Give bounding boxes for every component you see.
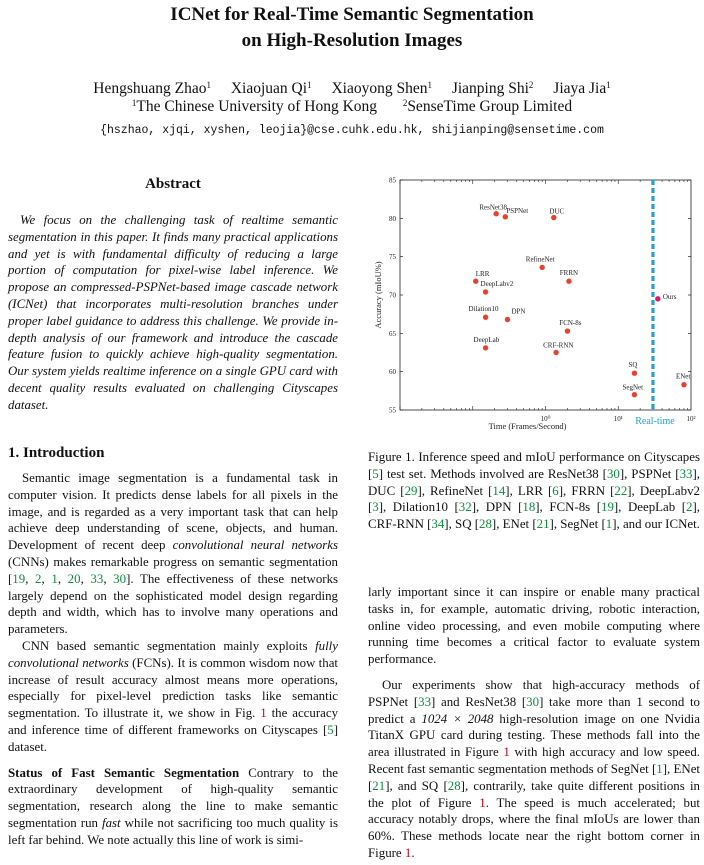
abstract-heading: Abstract — [145, 176, 201, 192]
data-point — [566, 279, 571, 284]
citation-link[interactable]: 14 — [492, 483, 506, 498]
x-tick-label: 10⁰ — [540, 415, 551, 423]
figure-link[interactable]: 1 — [260, 706, 267, 721]
citation-link[interactable]: 3 — [372, 500, 379, 515]
affiliation: $^1$The Chinese University of Hong Kong — [131, 98, 378, 115]
status-heading: Status of Fast Semantic Segmentation — [8, 765, 240, 780]
data-point — [505, 317, 510, 322]
y-tick-label: 65 — [389, 329, 396, 338]
citation-link[interactable]: 28 — [447, 778, 461, 793]
data-point-label: DPN — [511, 307, 526, 316]
author: Hengshuang Zhao$^1$ — [93, 80, 211, 97]
status-paragraph: Status of Fast Semantic Segmentation Contrary to the extraordinary development of high-quality semantic segmentation, research along the line to make semantic segmentation run fast while not sacrificing too much quality is left far behind. We note actually this line of work is simi- — [8, 765, 338, 847]
data-point-label: DUC — [549, 207, 565, 216]
citation-link[interactable]: 21 — [372, 778, 386, 793]
data-point — [655, 296, 660, 301]
right-column-body — [368, 584, 700, 862]
data-point-label: SQ — [628, 361, 638, 370]
citation-link[interactable]: 20 — [67, 571, 81, 586]
intro-paragraph-2: CNN based semantic segmentation mainly exploits fully convolutional networks (FCNs). It is common wisdom now that increase of result accuracy almost means more operations, especially for pixel-level prediction tasks like semantic segmentation. To illustrate it, we show in Fig. 1 the accuracy and inference time of different frameworks on Cityscapes [5] dataset. — [8, 638, 339, 754]
title-line-2: on High-Resolution Images — [241, 30, 463, 51]
citation-link[interactable]: 1 — [656, 761, 663, 776]
citation-link[interactable]: 22 — [614, 483, 628, 498]
data-point-label: PSPNet — [506, 206, 529, 215]
author: Xiaojuan Qi$^1$ — [230, 80, 312, 97]
author: Xiaoyong Shen$^1$ — [331, 80, 432, 97]
citation-link[interactable]: 34 — [431, 517, 445, 532]
citation-link[interactable]: 21 — [536, 517, 550, 532]
data-point — [483, 315, 488, 320]
data-point — [632, 392, 637, 397]
citation-link[interactable]: 5 — [327, 722, 334, 737]
citation-link[interactable]: 33 — [679, 466, 693, 481]
intro-heading: 1. Introduction — [8, 445, 105, 461]
author-emails: {hszhao, xjqi, xyshen, leojia}@cse.cuhk.edu.hk, shijianping@sensetime.com — [100, 124, 604, 137]
citation-link[interactable]: 1 — [51, 571, 58, 586]
citation-link[interactable]: 30 — [526, 694, 540, 709]
right-paragraph-1: larly important since it can inspire or enable many practical tasks in, for example, automatic driving, robotic interaction, online video processing, and even mobile computing where running time becomes a critical factor to evaluate system performance. — [368, 585, 700, 667]
data-point-label: RefineNet — [525, 255, 555, 264]
citation-link[interactable]: 32 — [458, 500, 472, 515]
data-point-label: Dilation10 — [468, 305, 499, 314]
citation-link[interactable]: 19 — [601, 500, 614, 515]
citation-link[interactable]: 28 — [479, 517, 492, 532]
figure-caption: Figure 1. Inference speed and mIoU performance on Cityscapes [5] test set. Methods involved are ResNet38 [30], PSPNet [33], DUC [29], RefineNet [14], LRR [6], FRRN [22], DeepLabv2 [3], Dilation10 [32], DPN [18], FCN-8s [19], DeepLab [2], CRF-RNN [34], SQ [28], ENet [21], SegNet [1], and our ICNet. — [368, 450, 700, 532]
figure-link[interactable]: 1 — [404, 845, 412, 860]
realtime-label: Real-time — [635, 416, 675, 427]
data-point — [551, 215, 556, 220]
author-list — [0, 80, 704, 98]
citation-link[interactable]: 33 — [90, 571, 104, 586]
y-tick-label: 70 — [389, 291, 396, 300]
x-tick-label: 10² — [686, 415, 696, 423]
data-point — [483, 345, 488, 350]
citation-link[interactable]: 30 — [606, 466, 620, 481]
figure-link[interactable]: 1 — [479, 795, 486, 810]
data-point-label: ResNet38 — [479, 203, 507, 212]
data-point-label: ENet — [675, 372, 691, 381]
y-tick-label: 55 — [389, 406, 396, 415]
citation-link[interactable]: 5 — [372, 466, 379, 481]
citation-link[interactable]: 18 — [522, 500, 536, 515]
citation-link[interactable]: 2 — [35, 571, 42, 586]
affiliations — [0, 98, 704, 116]
abstract-text: We focus on the challenging task of realtime semantic segmentation in this paper. It finds many practical applications and yet is with fundamental difficulty of reducing a large portion of computation for pixel-wise label inference. We propose an compressed-PSPNet-based image cascade network (ICNet) that incorporates multi-resolution branches under proper label guidance to address this challenge. We provide in-depth analysis of our framework and introduce the cascade feature fusion to quickly achieve high-quality segmentation. Our system yields realtime inference on a single GPU card with decent quality results evaluated on challenging Cityscapes dataset. — [8, 213, 338, 412]
citation-link[interactable]: 2 — [686, 500, 693, 515]
data-point-label: FRRN — [559, 269, 579, 278]
right-paragraph-2: Our experiments show that high-accuracy methods of PSPNet [33] and ResNet38 [30] take more than 1 second to predict a 1024 × 2048 high-resolution image on one Nvidia TitanX GPU card during testing. These methods fall into the area illustrated in Figure 1 with high accuracy and low speed. Recent fast semantic segmentation methods of SegNet [1], ENet [21], and SQ [28], contrarily, take quite different positions in the plot of Figure 1. The speed is much accelerated; but accuracy notably drops, where the final mIoUs are lower than 60%. These methods locate near the right bottom corner in Figure 1. — [368, 677, 700, 860]
intro-body — [8, 470, 338, 849]
author: Jianping Shi$^2$ — [451, 80, 534, 97]
resolution-math: 1024 × 2048 — [421, 711, 494, 726]
figure-link[interactable]: 1 — [503, 745, 510, 760]
data-point — [553, 350, 558, 355]
data-point-label: FCN-8s — [559, 319, 582, 328]
y-tick-label: 85 — [389, 176, 396, 185]
citation-link[interactable]: 30 — [113, 571, 127, 586]
title-line-1: ICNet for Real-Time Semantic Segmentation — [170, 4, 534, 25]
y-tick-label: 75 — [389, 253, 396, 262]
x-tick-label: 10¹ — [613, 415, 623, 423]
citation-link[interactable]: 6 — [552, 483, 559, 498]
data-point — [565, 328, 570, 333]
data-point-label: Ours — [662, 292, 677, 301]
speed-accuracy-chart — [368, 172, 704, 442]
data-point — [503, 214, 508, 219]
citation-link[interactable]: 29 — [404, 483, 418, 498]
paper-title — [0, 2, 704, 54]
data-point — [539, 265, 544, 270]
data-point — [483, 289, 488, 294]
y-axis-label: Accuracy (mIoU%) — [373, 261, 383, 329]
data-point-label: SegNet — [622, 383, 644, 392]
affiliation: $^2$SenseTime Group Limited — [402, 98, 573, 115]
citation-link[interactable]: 1 — [605, 517, 613, 532]
data-point — [493, 211, 498, 216]
citation-link[interactable]: 19 — [12, 571, 26, 586]
data-point-label: DeepLabv2 — [480, 279, 514, 288]
x-axis-label: Time (Frames/Second) — [488, 421, 567, 431]
y-tick-label: 60 — [389, 368, 396, 377]
data-point — [681, 382, 686, 387]
data-point — [632, 371, 637, 376]
data-point-label: DeepLab — [473, 335, 500, 344]
y-tick-label: 80 — [389, 214, 396, 223]
citation-link[interactable]: 33 — [418, 694, 432, 709]
data-point-label: LRR — [475, 270, 490, 279]
author: Jiaya Jia$^1$ — [553, 80, 611, 97]
intro-paragraph-1: Semantic image segmentation is a fundamental task in computer vision. It predicts dense labels for all pixels in the image, and is regarded as a very important task that can help achieve deep understanding of scene, objects, and human. Development of recent deep convolutional neural networks (CNNs) makes remarkable progress on semantic segmentation [19, 2, 1, 20, 33, 30]. The effectiveness of these networks largely depend on the sophisticated model design regarding depth and width, which has to involve many operations and parameters. — [8, 471, 339, 637]
data-point-label: CRF-RNN — [543, 341, 574, 350]
plot-frame — [400, 180, 691, 410]
data-point — [473, 279, 478, 284]
